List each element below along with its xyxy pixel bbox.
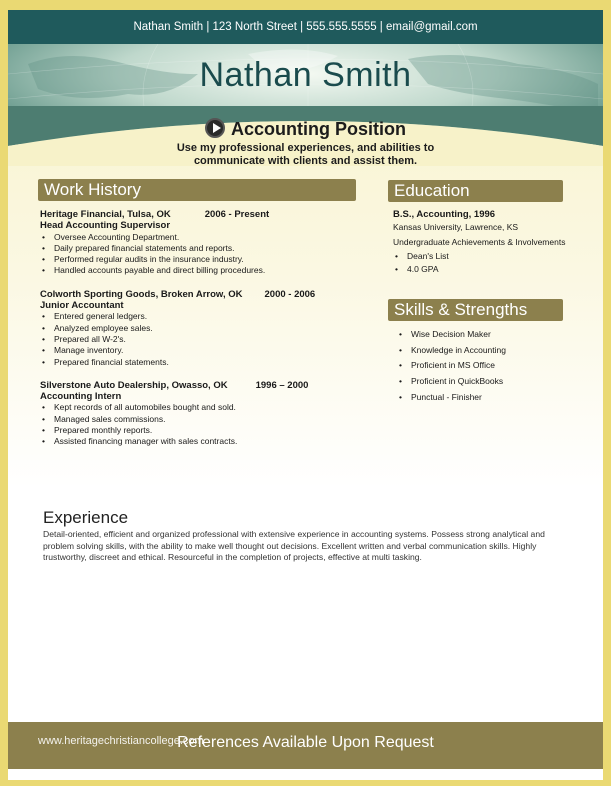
job-entry-3 (40, 380, 360, 448)
degree: B.S., Accounting, 1996 (393, 209, 496, 220)
list-item: • Punctual - Finisher (393, 392, 593, 403)
list-item: • Entered general ledgers. (40, 311, 360, 322)
list-item: • 4.0 GPA (393, 264, 593, 275)
school: Kansas University, Lawrence, KS (393, 222, 519, 233)
job-role: Head Accounting Supervisor (40, 220, 171, 232)
list-item: • Wise Decision Maker (393, 329, 593, 340)
list-item: • Proficient in QuickBooks (393, 376, 593, 387)
experience-heading: Experience (43, 508, 129, 527)
candidate-name: Nathan Smith (199, 56, 412, 94)
contact-line: Nathan Smith | 123 North Street | 555.555.5555 | email@gmail.com (133, 21, 478, 33)
objective-line-2: communicate with clients and assist them. (193, 155, 418, 167)
list-item: • Dean's List (393, 251, 593, 262)
job-dates: 2006 - Present (204, 209, 270, 220)
list-item: • Oversee Accounting Department. (40, 232, 360, 243)
job-role: Junior Accountant (40, 300, 124, 312)
job-duties (40, 311, 360, 367)
job-entry-2 (40, 289, 360, 368)
list-item: • Daily prepared financial statements and reports. (40, 243, 360, 254)
job-company-line (40, 289, 360, 300)
job-company: Heritage Financial, Tulsa, OK (40, 209, 171, 220)
job-company: Colworth Sporting Goods, Broken Arrow, OK (40, 288, 243, 300)
education-heading: Education (388, 180, 563, 202)
skills-section (393, 329, 593, 407)
list-item: • Assisted financing manager with sales contracts. (40, 436, 360, 447)
job-role: Accounting Intern (40, 391, 122, 403)
job-company-line (40, 380, 360, 391)
job-entry-1 (40, 209, 360, 277)
list-item: • Knowledge in Accounting (393, 345, 593, 356)
experience-summary: Detail-oriented, efficient and organized professional with extensive experience in accounting systems. Possess strong analytical and problem solving skills, with the ability to make well thought out decisions. Excellent written and verbal communication skills. Highly trustworthy, discreet and ethical. Resourceful in the completion of projects, effective at multi tasking. (43, 529, 545, 563)
work-history-heading: Work History (38, 179, 356, 201)
list-item: • Performed regular audits in the insurance industry. (40, 254, 360, 265)
references-note: References Available Upon Request (177, 734, 434, 751)
list-item: • Handled accounts payable and direct billing procedures. (40, 265, 360, 276)
play-arrow-icon (205, 118, 225, 138)
list-item: • Manage inventory. (40, 345, 360, 356)
list-item: • Proficient in MS Office (393, 360, 593, 371)
education-section (393, 209, 593, 287)
footer-band (8, 722, 603, 769)
job-duties (40, 402, 360, 447)
list-item: • Kept records of all automobiles bought and sold. (40, 402, 360, 413)
objective (108, 142, 503, 168)
list-item: • Managed sales commissions. (40, 414, 360, 425)
list-item: • Prepared monthly reports. (40, 425, 360, 436)
position-title (8, 118, 603, 140)
list-item: • Prepared financial statements. (40, 357, 360, 368)
honors-label: Undergraduate Achievements & Involvements (393, 236, 566, 247)
skills-list (393, 329, 593, 403)
job-dates: 2000 - 2006 (264, 288, 316, 300)
resume-sheet (8, 10, 603, 780)
honors-list (393, 251, 593, 276)
list-item: • Analyzed employee sales. (40, 323, 360, 334)
job-company: Silverstone Auto Dealership, Owasso, OK (40, 379, 228, 391)
job-duties (40, 232, 360, 277)
job-dates: 1996 – 2000 (255, 379, 309, 391)
objective-line-1: Use my professional experiences, and abilities to (176, 142, 435, 154)
contact-bar (8, 10, 603, 44)
list-item: • Prepared all W-2's. (40, 334, 360, 345)
job-company-line (40, 209, 360, 220)
watermark: www.heritagechristiancollege.com (38, 735, 204, 747)
skills-heading: Skills & Strengths (388, 299, 563, 321)
work-history-section (40, 209, 360, 460)
position-label: Accounting Position (231, 119, 406, 139)
